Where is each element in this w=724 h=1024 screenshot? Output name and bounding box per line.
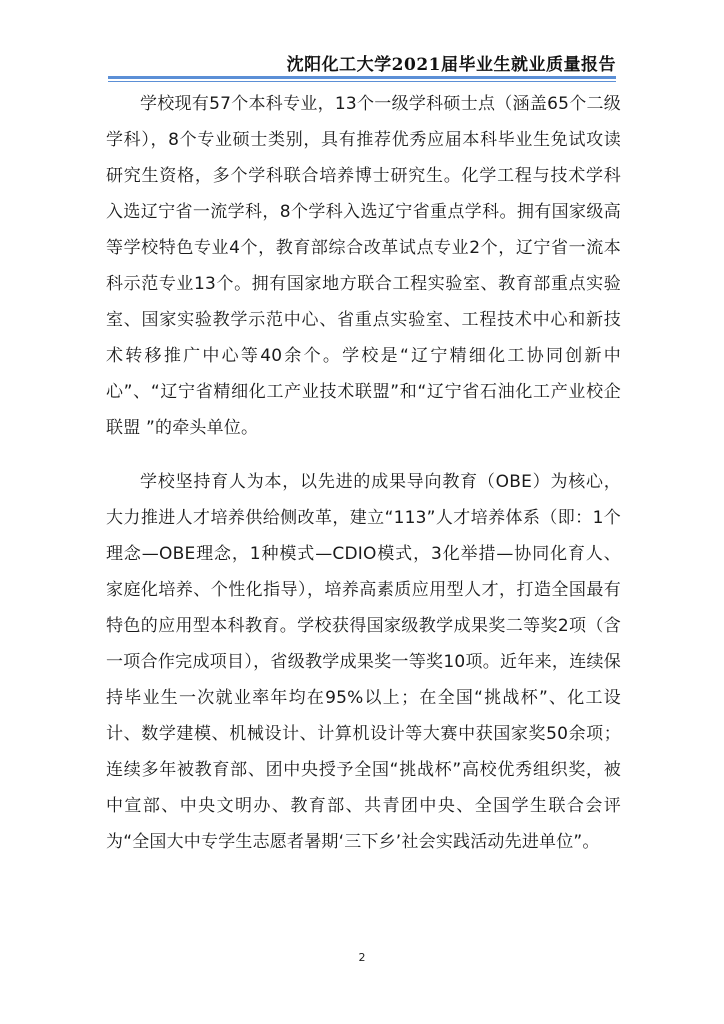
paragraph-school-overview: 学校现有57个本科专业，13个一级学科硕士点（涵盖65个二级学科），8个专业硕士类别，具有推荐优秀应届本科毕业生免试攻读研究生资格，多个学科联合培养博士研究生。化学工程与技术学科入选辽宁省一流学科，8个学科入选辽宁省重点学科。拥有国家级高等学校特色专业4个，教育部综合改革试点专业2个，辽宁省一流本科示范专业13个。拥有国家地方联合工程实验室、教育部重点实验室、国家实验教学示范中心、省重点实验室、工程技术中心和新技术转移推广中心等40余个。学校是“辽宁精细化工协同创新中心”、“辽宁省精细化工产业技术联盟”和“辽宁省石油化工产业校企联盟 ”的牵头单位。 [106, 94, 621, 438]
report-header-title: 沈阳化工大学2021届毕业生就业质量报告 [286, 55, 616, 75]
header-rule-thick [108, 76, 616, 79]
paragraph-education-approach: 学校坚持育人为本，以先进的成果导向教育（OBE）为核心，大力推进人才培养供给侧改革，建立“113”人才培养体系（即：1个理念—OBE理念，1种模式—CDIO模式，3化举措—协同化育人、家庭化培养、个性化指导），培养高素质应用型人才，打造全国最有特色的应用型本科教育。学校获得国家级教学成果奖二等奖2项（含一项合作完成项目），省级教学成果奖一等奖10项。近年来，连续保持毕业生一次就业率年均在95%以上；在全国“挑战杯”、化工设计、数学建模、机械设计、计算机设计等大赛中获国家奖50余项；连续多年被教育部、团中央授予全国“挑战杯”高校优秀组织奖，被中宣部、中央文明办、教育部、共青团中央、全国学生联合会评为“全国大中专学生志愿者暑期‘三下乡’社会实践活动先进单位”。 [106, 472, 621, 852]
header-rule-thin [108, 81, 616, 82]
body-content [106, 86, 621, 860]
page-number: 2 [358, 951, 366, 964]
